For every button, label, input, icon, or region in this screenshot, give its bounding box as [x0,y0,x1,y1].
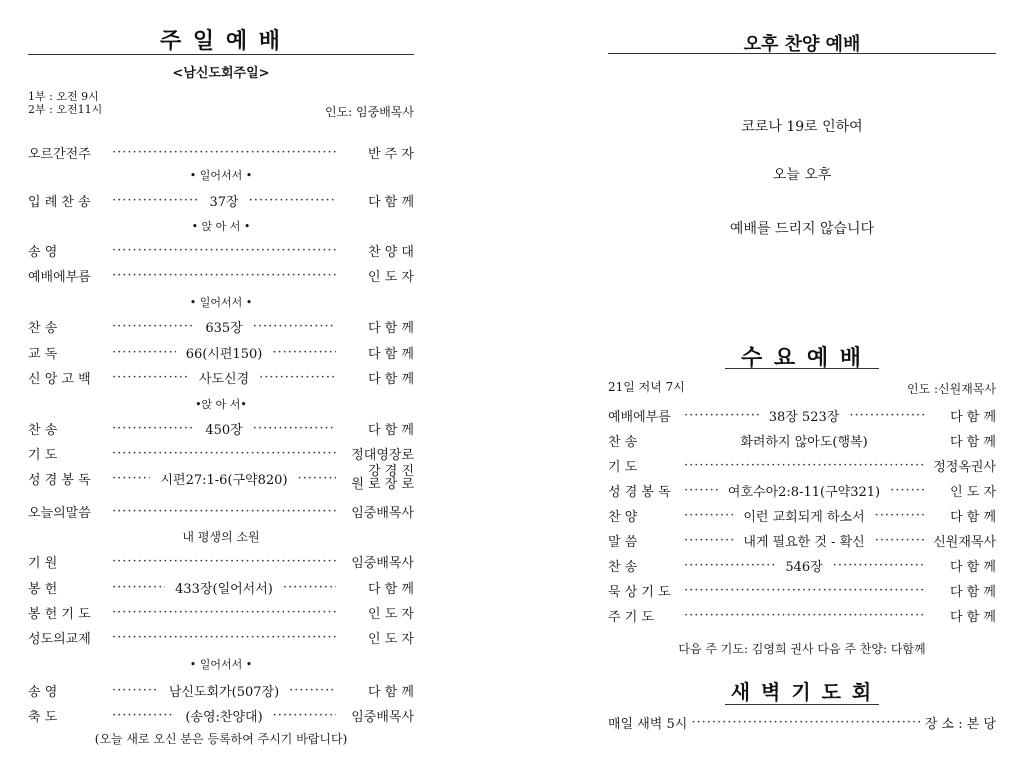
leader-dots [289,683,336,698]
leader-dots [112,471,150,486]
leader-dots [298,471,336,486]
service-time-1: 1부 : 오전 9시 [28,90,99,103]
order-row [28,240,414,260]
leader-dots [249,193,336,208]
leader-dots [112,370,189,385]
order-item-detail: 546장 [785,559,823,575]
order-item-person: 인 도 자 [368,606,414,622]
stand-note-3: • 일어서서 • [189,658,253,671]
order-item-label: 주 기 도 [608,609,654,625]
order-row [28,316,414,336]
notice-line-2: 오늘 오후 [772,167,832,183]
order-item-person: 다 함 께 [368,581,414,597]
order-row [608,455,996,475]
leader-dots [684,583,924,598]
order-item-person: 반 주 자 [368,146,414,162]
order-row [608,505,996,525]
order-row [28,680,414,700]
order-item-detail: 사도신경 [198,371,250,387]
order-item-person: 인 도 자 [950,484,997,500]
leader-dots [112,421,195,436]
sermon-title: 내 평생의 소원 [182,530,260,544]
leader-dots [849,408,924,423]
leader-dots [112,268,336,283]
title-underline [28,54,414,55]
leader-dots [684,558,775,573]
dawn-prayer-row [608,712,996,732]
order-item-label: 찬 양 [608,509,638,525]
sunday-subtitle: <남신도회주일> [172,66,270,81]
sunday-service-title: 주 일 예 배 [160,28,282,54]
visitor-footer-note: (오늘 새로 오신 분은 등록하여 주시기 바랍니다) [94,732,348,746]
leader-dots [684,408,759,423]
leader-dots [253,319,336,334]
order-row [608,555,996,575]
order-item-label: 봉 헌 기 도 [28,606,91,622]
order-item-person: 다 함 께 [368,684,414,700]
order-row [28,464,415,492]
leader-dots [684,483,718,498]
order-row [608,430,996,450]
leader-dots [875,508,924,523]
leader-dots [112,605,336,620]
person-name: 강 경 진 [368,464,415,479]
leader-dots [112,708,175,723]
order-item-label: 예배에부름 [28,269,91,285]
leader-dots [684,458,924,473]
order-item-label: 기 도 [28,447,58,463]
order-item-label: 성 경 봉 독 [28,472,91,488]
sit-note-2: •앉 아 서• [195,398,247,411]
leader-dots [875,533,924,548]
leader-dots [112,580,165,595]
order-item-person: 다 함 께 [950,409,997,425]
order-row [28,577,414,597]
order-row [28,551,414,571]
order-row [28,190,414,210]
order-row [608,605,996,625]
order-item-detail: 시편27:1-6(구약820) [160,472,288,488]
order-item-detail: 내게 필요한 것 - 확신 [743,534,865,550]
notice-line-3: 예배를 드리지 않습니다 [729,221,875,237]
order-item-person: 다 함 께 [368,371,415,387]
leader-dots [112,446,336,461]
order-item-detail: (송영:찬양대) [185,709,263,725]
wednesday-time: 21일 저녁 7시 [608,380,685,394]
order-item-person: 임중배목사 [351,709,415,725]
leader-dots [684,533,733,548]
stand-note-2: • 일어서서 • [189,296,253,309]
leader-dots [272,345,336,360]
order-item-label: 오르간전주 [28,146,91,162]
order-item-label: 성도의교제 [28,631,91,647]
order-item-person: 임중배목사 [351,555,414,571]
stand-note-1: • 일어서서 • [189,169,253,182]
leader-dots [112,193,199,208]
leader-dots [112,243,336,258]
leader-dots [112,630,336,645]
order-item-detail: 433장(일어서서) [175,581,273,597]
order-item-person: 다 함 께 [368,422,414,438]
order-row [28,705,414,725]
order-item-label: 기 도 [608,459,638,475]
order-item-label: 찬 송 [608,559,638,575]
dawn-time: 매일 새벽 5시 [608,716,688,732]
order-item-detail: 635장 [205,320,243,336]
order-item-detail: 화려하지 않아도(행복) [740,434,868,450]
order-item-person: 다 함 께 [950,609,996,625]
leader-dots [691,715,921,730]
leader-dots [684,608,924,623]
order-item-person: 임중배목사 [351,505,414,521]
order-item-person: 인 도 자 [368,631,414,647]
order-item-detail: 여호수아2:8-11(구약321) [727,484,881,500]
dawn-location: 장 소 : 본 당 [924,716,996,732]
order-row [28,602,414,622]
person-role: 원 로 장 로 [351,477,415,492]
order-item-label: 입 례 찬 송 [28,194,91,210]
order-row [28,501,414,521]
order-item-label: 송 영 [28,244,58,260]
leader-dots [112,345,176,360]
afternoon-service-title: 오후 찬양 예배 [743,34,861,55]
order-row [28,418,414,438]
leader-dots [283,580,336,595]
order-row [28,627,414,647]
order-item-label: 오늘의말씀 [28,505,91,521]
order-item-person: 다 함 께 [950,509,997,525]
order-item-person: 찬 양 대 [368,244,414,260]
notice-line-1: 코로나 19로 인하여 [741,119,863,135]
leader-dots [259,370,336,385]
order-item-label: 예배에부름 [608,409,671,425]
order-item-label: 말 씀 [608,534,638,550]
order-item-person: 다 함 께 [368,320,414,336]
order-item-person: 다 함 께 [950,584,996,600]
order-item-person: 다 함 께 [950,559,996,575]
order-item-label: 신 앙 고 백 [28,371,91,387]
order-item-person: 다 함 께 [368,346,414,362]
order-row [608,480,996,500]
afternoon-title-underline [608,53,996,54]
next-week-info: 다음 주 기도: 김영희 권사 다음 주 찬양: 다함께 [678,642,926,656]
order-item-label: 찬 송 [28,422,58,438]
dawn-prayer-title: 새 벽 기 도 회 [730,680,874,704]
leader-dots [833,558,924,573]
wednesday-title-underline [725,368,879,369]
order-item-person [340,465,414,491]
order-item-detail: 남신도회가(507장) [168,684,280,700]
order-row [608,530,996,550]
order-item-label: 송 영 [28,684,58,700]
service-time-2: 2부 : 오전11시 [28,103,103,116]
order-row [608,580,996,600]
order-row [28,443,414,463]
order-row [28,342,414,362]
order-item-label: 찬 송 [28,320,58,336]
order-item-detail: 38장 523장 [768,409,840,425]
leader-dots [112,683,159,698]
order-item-detail: 66(시편150) [185,346,263,362]
wednesday-leader: 인도 :신원재목사 [906,382,996,396]
order-item-detail: 이런 교회되게 하소서 [743,509,865,525]
order-item-label: 묵 상 기 도 [608,584,671,600]
order-item-label: 기 원 [28,555,58,571]
sit-note-1: • 앉 아 서 • [191,220,251,233]
order-item-person: 다 함 께 [368,194,415,210]
order-item-label: 찬 송 [608,434,638,450]
wednesday-service-title: 수 요 예 배 [741,345,863,371]
leader-dots [890,483,924,498]
dawn-title-underline [725,704,879,705]
leader-dots [112,554,336,569]
order-row [28,367,414,387]
leader-dots [112,319,195,334]
order-row [28,265,414,285]
order-item-person: 인 도 자 [368,269,414,285]
sunday-leader: 인도: 임중배목사 [324,105,414,119]
order-item-detail: 450장 [205,422,243,438]
order-item-person: 다 함 께 [950,434,996,450]
order-item-person: 정정옥권사 [933,459,996,475]
order-item-label: 봉 헌 [28,581,58,597]
order-item-label: 교 독 [28,346,58,362]
leader-dots [273,708,336,723]
leader-dots [684,508,733,523]
leader-dots [112,145,336,160]
order-row [608,405,996,425]
order-row [28,142,414,162]
order-item-person: 신원재목사 [933,534,997,550]
order-item-detail: 37장 [209,194,239,210]
order-item-label: 축 도 [28,709,58,725]
leader-dots [253,421,336,436]
order-item-person: 정대영장로 [351,447,414,463]
order-item-label: 성 경 봉 독 [608,484,671,500]
leader-dots [112,504,336,519]
